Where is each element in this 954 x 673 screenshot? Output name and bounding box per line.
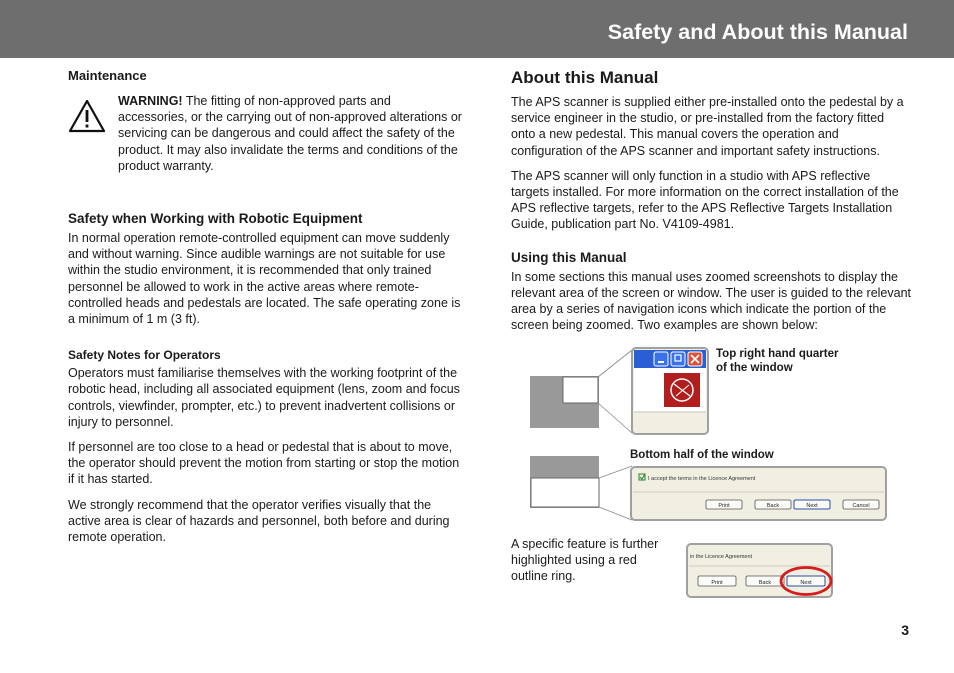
accept-terms-text: I accept the terms in the Licence Agreement [648,476,756,482]
zoom-print-label: Print [711,580,723,586]
maintenance-heading: Maintenance [68,68,147,83]
about-p2: The APS scanner will only function in a studio with APS reflective targets installed. For more information on the correct installation of the APS reflective targets, refer to the APS Reflective Targets Installation Guide, publication part No. V4109-4981. [511,168,899,232]
page-title: Safety and About this Manual [607,20,908,44]
about-heading: About this Manual [511,68,659,87]
cancel-button-label: Cancel [852,503,870,509]
top-right-label-line2: of the window [716,362,793,374]
operators-p3: We strongly recommend that the operator verifies visually that the active area is clear of hazards and personnel, both before and during remote operation. [68,497,450,545]
zoom-licence-text: in the Licence Agreement [690,554,753,560]
figure-top-right [530,348,708,434]
robotic-heading: Safety when Working with Robotic Equipment [68,211,363,226]
maximize-icon [671,352,685,366]
using-text: In some sections this manual uses zoomed screenshots to display the relevant area of the screen or window. The user is guided to the relevant area by a series of navigation icons which indicate the portion of the screen being zoomed. Two examples are shown below: [511,269,912,333]
about-p1: The APS scanner is supplied either pre-installed onto the pedestal by a service engineer in the studio, or pre-installed from the factory fitted onto a new pedestal. This manual covers the operation and configuration of the APS scanner and important safety instructions. [511,95,904,158]
warning-body: The fitting of non-approved parts and accessories, or the carrying out of non-approved alterations or servicing can be dangerous and could affect the safety of the product. It may also invalidate the terms and conditions of the product warranty. [118,94,462,173]
figure-highlight [687,544,832,597]
operators-heading: Safety Notes for Operators [68,348,221,363]
minimize-icon [654,352,668,366]
print-button-label: Print [718,503,730,509]
top-right-label-line1: Top right hand quarter [716,348,839,360]
operators-p1: Operators must familiarise themselves with the working footprint of the robotic head, including all associated equipment (lens, zoom and focus controls, viewfinder, prompter, etc.) to prevent inadvertent collisions or injury to personnel. [68,366,460,429]
zoom-back-label: Back [758,580,772,586]
zoom-next-label: Next [800,580,812,586]
top-right-label [716,347,838,375]
operators-p2: If personnel are too close to a head or pedestal that is about to move, the operator should prevent the motion from starting or stop the motion if it has started. [68,440,460,487]
next-button-label: Next [806,503,818,509]
figure-bottom-half [530,456,886,520]
using-heading: Using this Manual [511,249,627,265]
page-number: 3 [901,622,909,638]
back-button-label: Back [766,503,780,509]
bottom-half-label: Bottom half of the window [630,449,774,461]
robotic-text: In normal operation remote-controlled equipment can move suddenly and without warning. Since audible warnings are not suitable for use within the studio environment, it is recommended that only trained personnel be allowed to work in the active areas where remote-controlled heads and pedestals are located. The safe operating zone is a minimum of 1 m (3 ft). [68,231,461,327]
highlight-caption: A specific feature is further highlighted using a red outline ring. [511,537,659,584]
warning-label: WARNING! [118,94,183,108]
